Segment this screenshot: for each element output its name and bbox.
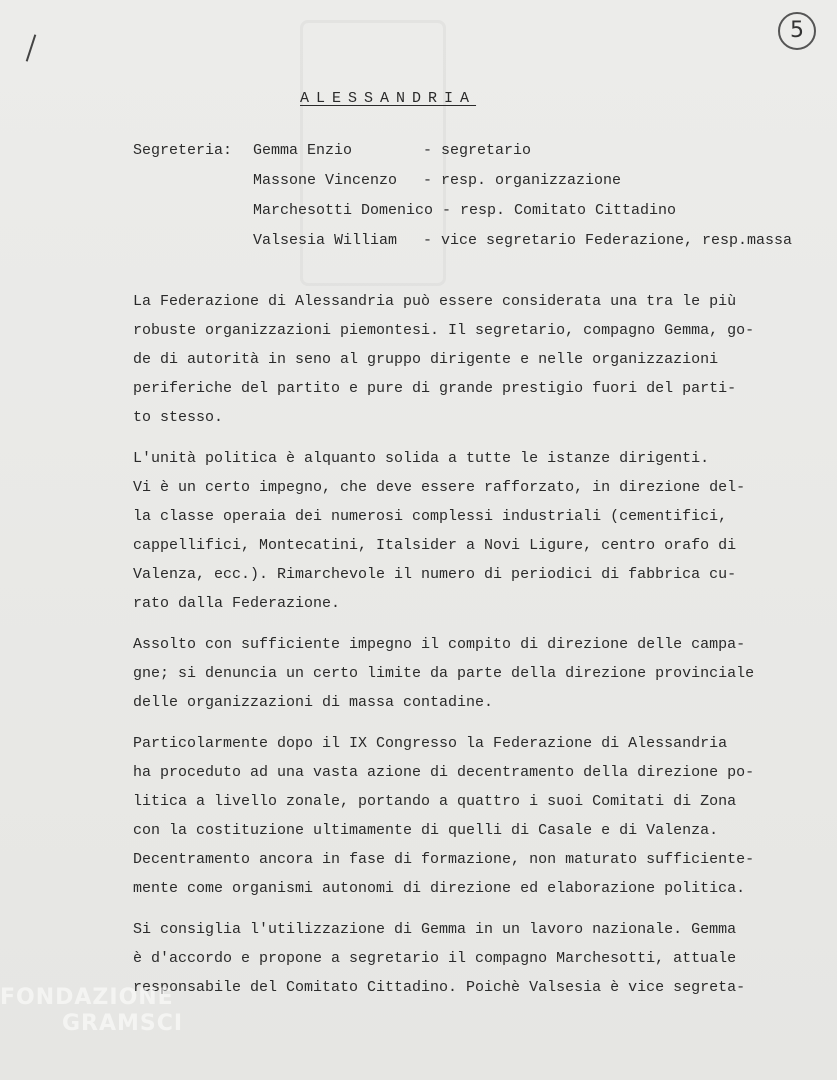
text-line: L'unità politica è alquanto solida a tutte le istanze dirigenti. [133, 450, 710, 467]
paragraph [133, 729, 823, 903]
text-line: responsabile del Comitato Cittadino. Poichè Valsesia è vice segreta- [133, 979, 746, 996]
text-line: Decentramento ancora in fase di formazione, non maturato sufficiente- [133, 851, 755, 868]
page-number: 5 [778, 12, 816, 50]
text-line: con la costituzione ultimamente di quelli di Casale e di Valenza. [133, 822, 719, 839]
text-line: cappellifici, Montecatini, Italsider a Novi Ligure, centro orafo di [133, 537, 737, 554]
paragraph [133, 444, 823, 618]
margin-pen-mark [26, 34, 37, 61]
text-line: Particolarmente dopo il IX Congresso la Federazione di Alessandria [133, 735, 728, 752]
text-line: rato dalla Federazione. [133, 595, 341, 612]
text-line: gne; si denuncia un certo limite da parte della direzione provinciale [133, 665, 755, 682]
secretariat-label: Segreteria: [133, 142, 233, 159]
member-role: - vice segretario Federazione, resp.massa [423, 232, 793, 249]
paragraph [133, 287, 823, 432]
text-line: periferiche del partito e pure di grande prestigio fuori del parti- [133, 380, 737, 397]
member-name: Marchesotti Domenico [253, 202, 434, 219]
member-name: Gemma Enzio [253, 142, 353, 159]
document-title: ALESSANDRIA [300, 90, 477, 107]
text-line: mente come organismi autonomi di direzione ed elaborazione politica. [133, 880, 746, 897]
member-role: - resp. Comitato Cittadino [442, 202, 677, 219]
text-line: to stesso. [133, 409, 224, 426]
paragraph [133, 915, 823, 1002]
text-line: Valenza, ecc.). Rimarchevole il numero di periodici di fabbrica cu- [133, 566, 737, 583]
fondazione-gramsci-watermark [0, 985, 183, 1037]
paragraph [133, 630, 823, 717]
text-line: litica a livello zonale, portando a quattro i suoi Comitati di Zona [133, 793, 737, 810]
member-name: Massone Vincenzo [253, 172, 398, 189]
text-line: Vi è un certo impegno, che deve essere rafforzato, in direzione del- [133, 479, 746, 496]
text-line: Assolto con sufficiente impegno il compito di direzione delle campa- [133, 636, 746, 653]
text-line: La Federazione di Alessandria può essere considerata una tra le più [133, 293, 737, 310]
member-role: - resp. organizzazione [423, 172, 622, 189]
text-line: delle organizzazioni di massa contadine. [133, 694, 494, 711]
text-line: la classe operaia dei numerosi complessi industriali (cementifici, [133, 508, 728, 525]
text-line: Si consiglia l'utilizzazione di Gemma in un lavoro nazionale. Gemma [133, 921, 737, 938]
member-name: Valsesia William [253, 232, 398, 249]
watermark-line: GRAMSCI [62, 1011, 184, 1036]
text-line: de di autorità in seno al gruppo dirigente e nelle organizzazioni [133, 351, 719, 368]
text-line: ha proceduto ad una vasta azione di decentramento della direzione po- [133, 764, 755, 781]
member-role: - segretario [423, 142, 532, 159]
text-line: è d'accordo e propone a segretario il compagno Marchesotti, attuale [133, 950, 737, 967]
text-line: robuste organizzazioni piemontesi. Il segretario, compagno Gemma, go- [133, 322, 755, 339]
watermark-line: FONDAZIONE [0, 985, 174, 1010]
body-text [133, 287, 823, 1014]
